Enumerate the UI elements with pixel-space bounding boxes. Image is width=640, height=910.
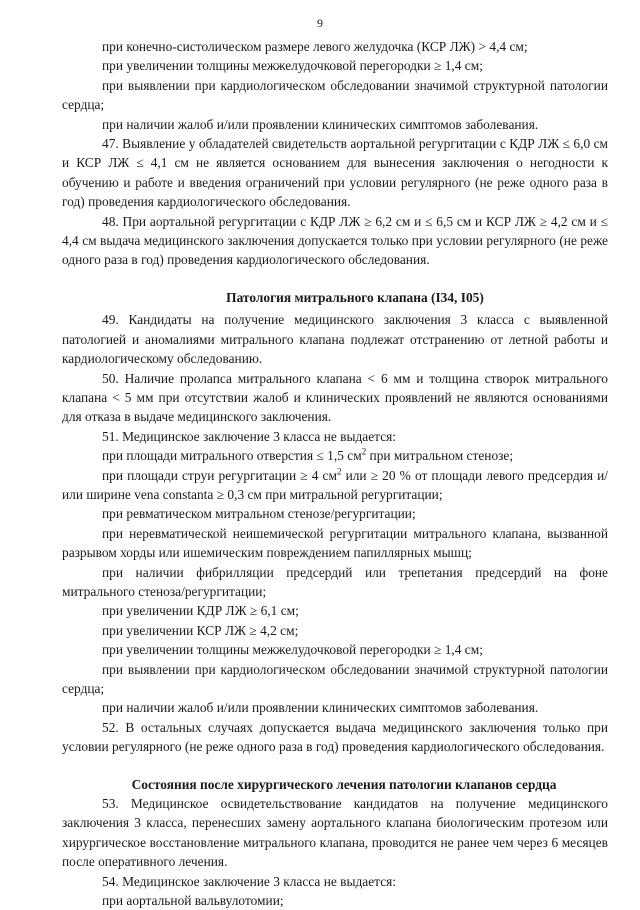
section-heading xyxy=(62,775,608,794)
text-run: при митральном стенозе; xyxy=(366,448,514,464)
text-run: при аортальной вальвулотомии; xyxy=(102,893,284,909)
text-run: при наличии жалоб и/или проявлении клинических симптомов заболевания. xyxy=(102,116,539,132)
paragraph xyxy=(62,310,608,368)
text-run: при наличии жалоб и/или проявлении клинических симптомов заболевания. xyxy=(102,700,539,716)
page-number: 9 xyxy=(317,16,323,30)
paragraph xyxy=(62,524,608,563)
section-heading xyxy=(62,288,608,307)
paragraph xyxy=(62,369,608,427)
paragraph xyxy=(62,37,608,56)
text-run: при площади струи регургитации ≥ 4 см xyxy=(102,467,337,483)
text-run: 51. Медицинское заключение 3 класса не выдается: xyxy=(102,428,397,444)
paragraph xyxy=(62,601,608,620)
text-run: 54. Медицинское заключение 3 класса не выдается: xyxy=(102,873,397,889)
text-run: при неревматической неишемической регургитации митрального клапана, вызванной разрывом хорды или ишемическим повреждением папиллярных мышц; xyxy=(62,525,608,561)
text-run: 53. Медицинское освидетельствование кандидатов на получение медицинского заключения 3 класса, перенесших замену аортального клапана биологическим протезом или хирургическое восстановление митрального клапана, проводится не ранее чем через 6 месяцев после оперативного лечения. xyxy=(62,796,608,870)
paragraph xyxy=(62,504,608,523)
paragraph xyxy=(62,446,608,465)
text-run: 50. Наличие пролапса митрального клапана < 6 мм и толщина створок митрального клапана < 5 мм при отсутствии жалоб и клинических проявлений не являются основаниями для отказа в выдаче медицинского заключения. xyxy=(62,370,608,425)
text-run: Состояния после хирургического лечения патологии клапанов сердца xyxy=(131,776,557,792)
text-run: 52. В остальных случаях допускается выдача медицинского заключения только при условии регулярного (не реже одного раза в год) проведения кардиологического обследования. xyxy=(62,719,608,755)
text-run: при площади митрального отверстия ≤ 1,5 см xyxy=(102,448,362,464)
paragraph xyxy=(62,621,608,640)
paragraph xyxy=(62,56,608,75)
paragraph xyxy=(62,891,608,910)
superscript: 2 xyxy=(336,466,342,477)
paragraph xyxy=(62,427,608,446)
text-run: Патология митрального клапана (I34, I05) xyxy=(226,289,484,305)
text-run: при выявлении при кардиологическом обследовании значимой структурной патологии сердца; xyxy=(62,661,608,696)
paragraph xyxy=(62,660,608,699)
text-run: при увеличении КДР ЛЖ ≥ 6,1 см; xyxy=(102,603,299,619)
paragraph xyxy=(62,718,608,757)
text-run: при выявлении при кардиологическом обследовании значимой структурной патологии сердца; xyxy=(62,77,608,113)
paragraph xyxy=(62,76,608,115)
paragraph xyxy=(62,115,608,134)
paragraph xyxy=(62,872,608,891)
text-run: при увеличении КСР ЛЖ ≥ 4,2 см; xyxy=(102,622,299,638)
paragraph xyxy=(62,212,608,270)
paragraph xyxy=(62,794,608,872)
paragraph xyxy=(62,563,608,602)
paragraph xyxy=(62,466,608,505)
text-run: при увеличении толщины межжелудочковой перегородки ≥ 1,4 см; xyxy=(102,58,483,74)
text-run: при увеличении толщины межжелудочковой перегородки ≥ 1,4 см; xyxy=(102,642,483,658)
text-run: при ревматическом митральном стенозе/регургитации; xyxy=(102,506,416,522)
superscript: 2 xyxy=(361,446,367,457)
text-run: 47. Выявление у обладателей свидетельств аортальной регургитации с КДР ЛЖ ≤ 6,0 см и КСР ЛЖ ≤ 4,1 см не является основанием для вынесения заключения о негодности к обучению и работе и введения ограничений при условии регулярного (не реже одного раза в год) проведения кардиологического обследования. xyxy=(62,136,608,210)
text-run: при наличии фибрилляции предсердий или трепетания предсердий на фоне митрального стеноза/регургитации; xyxy=(62,564,608,599)
paragraph xyxy=(62,134,608,212)
paragraph xyxy=(62,698,608,717)
document-body xyxy=(62,37,608,910)
text-run: или ≥ 20 % от площади левого предсердия и/или ширине vena constanta ≥ 0,3 см при митральной регургитации; xyxy=(62,467,608,502)
text-run: 48. При аортальной регургитации с КДР ЛЖ ≥ 6,2 см и ≤ 6,5 см и КСР ЛЖ ≥ 4,2 см и ≤ 4,4 см выдача медицинского заключения допускается только при условии регулярного (не реже одного раза в год) проведения кардиологического обследования. xyxy=(62,213,608,268)
text-run: при конечно-систолическом размере левого желудочка (КСР ЛЖ) > 4,4 см; xyxy=(102,39,528,54)
text-run: 49. Кандидаты на получение медицинского заключения 3 класса с выявленной патологией и аномалиями митрального клапана подлежат отстранению от летной работы и кардиологическому обследованию. xyxy=(62,312,608,367)
paragraph xyxy=(62,640,608,659)
